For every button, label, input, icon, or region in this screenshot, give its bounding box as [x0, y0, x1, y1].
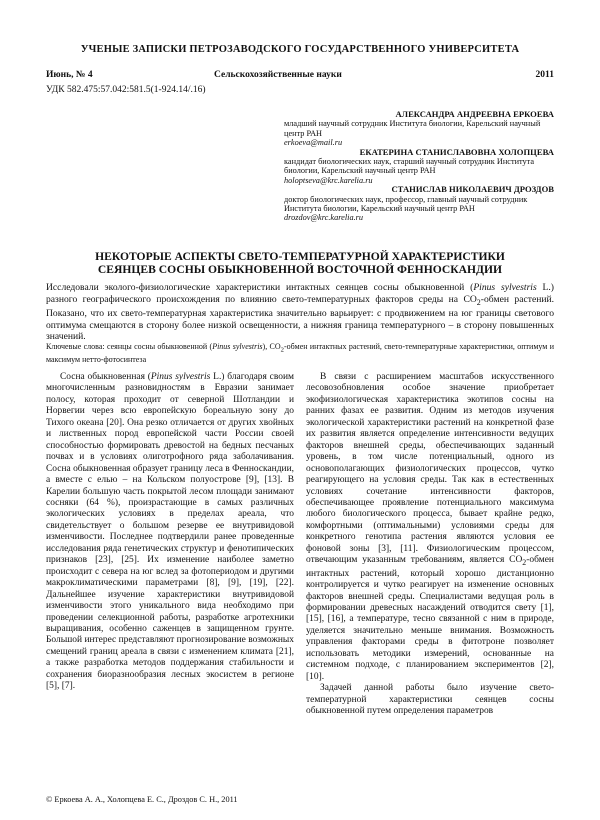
title-line: СЕЯНЦЕВ СОСНЫ ОБЫКНОВЕННОЙ ВОСТОЧНОЙ ФЕННОСКАНДИИ — [97, 263, 503, 276]
article-title — [30, 250, 570, 276]
abstract — [46, 282, 554, 343]
subscript: 2 — [522, 558, 527, 568]
issue-number: Июнь, № 4 — [46, 70, 93, 80]
author-1 — [284, 110, 554, 148]
keywords-text: ), CO — [262, 342, 281, 351]
subscript: 2 — [280, 346, 284, 354]
abstract-text: Исследовали эколого-физиологические характеристики интактных сеянцев сосны обыкновенной ( — [46, 282, 474, 293]
author-name: СТАНИСЛАВ НИКОЛАЕВИЧ ДРОЗДОВ — [391, 184, 554, 195]
author-name: ЕКАТЕРИНА СТАНИСЛАВОВНА ХОЛОПЦЕВА — [359, 146, 554, 157]
species-name: Pinus sylvestris — [473, 282, 537, 293]
author-affiliation: доктор биологических наук, профессор, главный научный сотрудник Института биологии, Карельский научный центр РАН — [284, 194, 528, 214]
keywords-text: -обмен интактных растений, свето-температурные характеристики, оптимум и максимум нетто-фотосинтеза — [46, 342, 554, 365]
issue-section: Сельскохозяйственные науки — [214, 70, 342, 80]
journal-header: УЧЕНЫЕ ЗАПИСКИ ПЕТРОЗАВОДСКОГО ГОСУДАРСТВЕННОГО УНИВЕРСИТЕТА — [80, 44, 520, 55]
author-3 — [284, 185, 554, 223]
paragraph-text: Сосна обыкновенная ( — [60, 372, 151, 382]
paragraph-text: -обмен интактных растений, который хорошо дистанционно контролируется и чутко реагирует на изменение основных факторов внешней среды. Специалистами ведущая роль в формировании древесных насаждений отводится свету [1], [15], [16], а температуре, тесно связанной с ним в природе, уделяется значительно меньше внимания. Возможность управления факторами среды в фитотроне позволяет использовать методики измерений, основанные на системном подходе, с планированием экспериментов [2], [10]. — [306, 555, 554, 682]
author-affiliation: кандидат биологических наук, старший научный сотрудник Института биологии, Карельский научный центр РАН — [284, 157, 535, 176]
copyright: © Еркоева А. А., Холопцева Е. С., Дроздов С. Н., 2011 — [46, 795, 238, 804]
author-name: АЛЕКСАНДРА АНДРЕЕВНА ЕРКОЕВА — [395, 109, 554, 119]
abstract-text: L.) разного географического происхождения по влиянию свето-температурных факторов среды на CO — [46, 282, 554, 305]
author-2 — [284, 148, 554, 186]
body-paragraph — [306, 372, 554, 683]
species-name: Pinus sylvestris — [212, 342, 263, 351]
authors-block — [284, 110, 554, 223]
paragraph-text: В связи с расширением масштабов искусственного лесовозобновления особое значение приобретает экофизиологическая характеристика экотипов сосны на ранних фазах ее развития. Одним из методов изучения экологической характеристики растений на конкретной фазе их развития является определение интенсивности ведущих факторов внешней среды, обеспечивающих заданный уровень, в том числе потенциальный, одного из основополагающих физиологических процессов, чутко реагирующего на условия среды. Так как в естественных условиях сочетание интенсивности факторов, обеспечивающее проявление потенциального максимума любого биологического процесса, бывает крайне редко, комфортными (оптимальными) условиями среды для конкретного генотипа растения являются условия ее фоновой зоны [3], [11]. Физиологическим процессом, отвечающим указанным требованиям, является CO — [306, 372, 554, 566]
body-column-left — [46, 372, 294, 693]
author-email: holoptseva@krc.karelia.ru — [284, 175, 373, 185]
author-affiliation: младший научный сотрудник Института биологии, Карельский научный центр РАН — [284, 119, 541, 138]
subscript: 2 — [476, 297, 481, 307]
keywords-text: Ключевые слова: сеянцы сосны обыкновенной ( — [46, 342, 213, 351]
species-name: Pinus sylvestris — [150, 372, 211, 382]
body-paragraph: Задачей данной работы было изучение свето-температурной характеристики сеянцев сосны обыкновенной путем определения параметров — [306, 683, 554, 717]
title-line: НЕКОТОРЫЕ АСПЕКТЫ СВЕТО-ТЕМПЕРАТУРНОЙ ХАРАКТЕРИСТИКИ — [95, 250, 505, 263]
udk-code: УДК 582.475:57.042:581.5(1-924.14/.16) — [46, 85, 206, 95]
abstract-text: -обмен растений. Показано, что их свето-температурная характеристика значительно варьирует: с продвижением на юг границы светового оптимума смещаются в сторону более низкой освещенности, а нижняя граница температурного – в сторону повышенных значений. — [46, 293, 554, 343]
author-email: erkoeva@mail.ru — [284, 138, 343, 148]
issue-year: 2011 — [535, 70, 554, 80]
body-paragraph — [46, 372, 294, 693]
keywords — [46, 342, 554, 365]
paragraph-text: L.) благодаря своим многочисленным разновидностям в Евразии занимает полосу, которая проходит от северной Шотландии и Норвегии через всю европейскую бореальную зону до Тихого океана [20]. Она резко отличается от других хвойных и лиственных пород европейской части России своей способностью формировать древостой на бедных песчаных почвах и в условиях олиготрофного ряда заболачивания. Сосна обыкновенная образует границу леса в Фенноскандии, а вместе с елью – на Кольском полуострове [9], [13]. В Карелии большую часть покрытой лесом площади занимают сосняки (64 %), произрастающие в самых различных экологических условиях в пределах ареала, что свидетельствует о большом резерве ее внутривидовой изменчивости. Последнее подтвердили ранее проведенные исследования ряда генетических структур и фенотипических признаков [23], [25]. Их изменение наиболее заметно происходит с севера на юг вслед за фотопериодом и другими макроклиматическими параметрами [8], [9], [19], [22]. Дальнейшее изучение характеристики внутривидовой изменчивости этого уникального вида необходимо при проведении селекционной работы, разработке агротехники выращивания, особенно саженцев в защищенном грунте. Большой интерес представляют прогнозирование возможных смещений границ ареала в связи с изменением климата [21], а также разработка методов поддержания стабильности и сохранения биоразнообразия лесных экосистем в регионе [5], [7]. — [46, 372, 295, 692]
author-email: drozdov@krc.karelia.ru — [284, 213, 364, 223]
body-column-right — [306, 372, 554, 717]
